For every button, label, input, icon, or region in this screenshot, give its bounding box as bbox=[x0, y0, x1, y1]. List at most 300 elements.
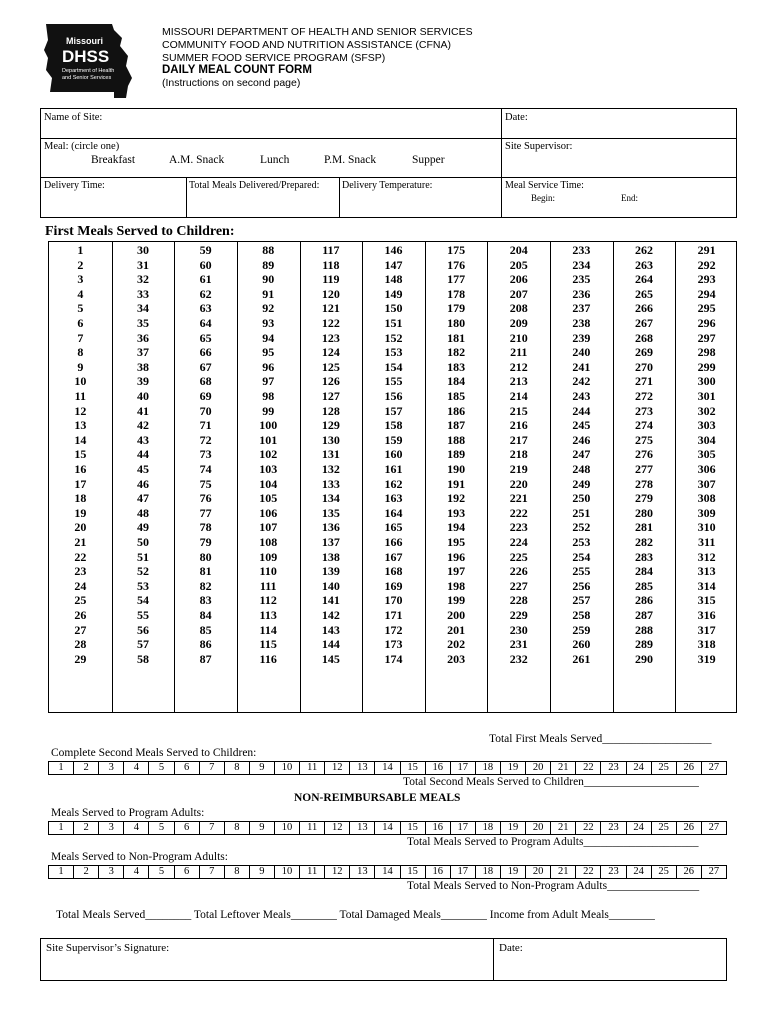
meal-count-number[interactable]: 118 bbox=[322, 257, 340, 272]
meal-count-number[interactable]: 27 bbox=[74, 622, 87, 637]
strip-count-cell[interactable]: 11 bbox=[299, 866, 324, 878]
meal-count-number[interactable]: 35 bbox=[136, 316, 149, 330]
meal-count-number[interactable]: 180 bbox=[447, 316, 466, 330]
meal-count-number[interactable]: 270 bbox=[635, 359, 654, 374]
meal-count-number[interactable]: 237 bbox=[572, 301, 591, 316]
meal-count-number[interactable]: 162 bbox=[384, 476, 403, 491]
meal-count-number[interactable]: 235 bbox=[572, 272, 591, 287]
meal-count-number[interactable]: 302 bbox=[697, 403, 716, 418]
meal-count-number[interactable]: 189 bbox=[447, 447, 466, 462]
meal-count-number[interactable]: 50 bbox=[136, 535, 149, 549]
strip-count-cell[interactable]: 8 bbox=[224, 866, 249, 878]
meal-count-number[interactable]: 139 bbox=[321, 564, 340, 579]
meal-count-number[interactable]: 147 bbox=[384, 257, 403, 272]
meal-count-number[interactable]: 145 bbox=[321, 651, 340, 666]
meal-count-number[interactable]: 294 bbox=[697, 286, 716, 301]
meal-count-number[interactable]: 234 bbox=[572, 257, 591, 272]
meal-count-number[interactable]: 178 bbox=[447, 286, 466, 301]
meal-count-number[interactable]: 82 bbox=[199, 578, 212, 593]
delivery-temperature-field[interactable]: Delivery Temperature: bbox=[342, 180, 433, 191]
meal-count-number[interactable]: 210 bbox=[509, 330, 528, 345]
meal-count-number[interactable]: 114 bbox=[259, 622, 277, 637]
meal-count-number[interactable]: 138 bbox=[321, 549, 340, 564]
meal-count-number[interactable]: 128 bbox=[321, 403, 340, 418]
meal-count-number[interactable]: 292 bbox=[697, 257, 716, 272]
strip-count-cell[interactable]: 18 bbox=[475, 762, 500, 774]
meal-count-number[interactable]: 225 bbox=[509, 549, 528, 564]
meal-count-number[interactable]: 94 bbox=[262, 330, 275, 345]
strip-count-cell[interactable]: 26 bbox=[676, 762, 701, 774]
meal-count-number[interactable]: 141 bbox=[321, 593, 340, 608]
meal-count-number[interactable]: 168 bbox=[384, 564, 403, 579]
meal-count-number[interactable]: 117 bbox=[322, 243, 340, 257]
strip-count-cell[interactable]: 3 bbox=[98, 762, 123, 774]
meal-count-number[interactable]: 273 bbox=[635, 403, 654, 418]
meal-count-number[interactable]: 293 bbox=[697, 272, 716, 287]
meal-count-number[interactable]: 158 bbox=[384, 418, 403, 433]
strip-count-cell[interactable]: 5 bbox=[148, 762, 173, 774]
meal-count-number[interactable]: 84 bbox=[199, 608, 212, 622]
meal-count-number[interactable]: 17 bbox=[74, 476, 87, 491]
meal-count-number[interactable]: 307 bbox=[697, 476, 716, 491]
strip-count-cell[interactable]: 15 bbox=[400, 866, 425, 878]
meal-count-number[interactable]: 224 bbox=[509, 535, 528, 549]
meal-count-number[interactable]: 77 bbox=[199, 505, 212, 520]
strip-count-cell[interactable]: 17 bbox=[450, 866, 475, 878]
meal-count-number[interactable]: 86 bbox=[199, 637, 212, 652]
meal-count-number[interactable]: 254 bbox=[572, 549, 591, 564]
strip-count-cell[interactable]: 3 bbox=[98, 822, 123, 834]
meal-count-number[interactable]: 7 bbox=[77, 330, 84, 345]
meal-count-number[interactable]: 10 bbox=[74, 374, 87, 389]
meal-count-number[interactable]: 31 bbox=[136, 257, 149, 272]
meal-count-number[interactable]: 176 bbox=[447, 257, 466, 272]
meal-count-number[interactable]: 243 bbox=[572, 389, 591, 403]
meal-count-number[interactable]: 5 bbox=[77, 301, 84, 316]
strip-count-cell[interactable]: 4 bbox=[123, 762, 148, 774]
meal-count-number[interactable]: 95 bbox=[262, 345, 275, 360]
strip-count-cell[interactable]: 14 bbox=[374, 822, 399, 834]
strip-count-cell[interactable]: 16 bbox=[425, 866, 450, 878]
meal-count-number[interactable]: 230 bbox=[509, 622, 528, 637]
strip-count-cell[interactable]: 25 bbox=[651, 762, 676, 774]
meal-count-number[interactable]: 4 bbox=[77, 286, 84, 301]
meal-count-number[interactable]: 276 bbox=[635, 447, 654, 462]
meal-count-number[interactable]: 40 bbox=[136, 389, 149, 403]
meal-count-number[interactable]: 253 bbox=[572, 535, 591, 549]
meal-count-number[interactable]: 214 bbox=[509, 389, 528, 403]
meal-option-breakfast[interactable]: Breakfast bbox=[91, 154, 136, 166]
strip-count-cell[interactable]: 4 bbox=[123, 822, 148, 834]
meal-count-number[interactable]: 146 bbox=[384, 243, 403, 257]
strip-count-cell[interactable]: 15 bbox=[400, 822, 425, 834]
meal-count-number[interactable]: 123 bbox=[321, 330, 340, 345]
meal-count-number[interactable]: 28 bbox=[74, 637, 87, 652]
meal-count-number[interactable]: 179 bbox=[447, 301, 466, 316]
meal-count-number[interactable]: 93 bbox=[262, 316, 275, 330]
meal-count-number[interactable]: 24 bbox=[74, 578, 87, 593]
meal-count-number[interactable]: 266 bbox=[635, 301, 654, 316]
total-nonprogram-adults[interactable]: Total Meals Served to Non-Program Adults________________ bbox=[407, 880, 700, 892]
meal-count-number[interactable]: 87 bbox=[199, 651, 212, 666]
meal-count-number[interactable]: 311 bbox=[698, 535, 716, 549]
total-second-meals[interactable]: Total Second Meals Served to Children____________________ bbox=[403, 776, 699, 788]
strip-count-cell[interactable]: 12 bbox=[324, 762, 349, 774]
meal-count-number[interactable]: 37 bbox=[136, 345, 149, 360]
meal-count-number[interactable]: 182 bbox=[447, 345, 466, 360]
meal-count-number[interactable]: 70 bbox=[199, 403, 212, 418]
meal-count-number[interactable]: 282 bbox=[635, 535, 654, 549]
meal-count-number[interactable]: 245 bbox=[572, 418, 591, 433]
meal-count-number[interactable]: 6 bbox=[77, 316, 84, 330]
meal-count-number[interactable]: 115 bbox=[259, 637, 277, 652]
meal-count-number[interactable]: 260 bbox=[572, 637, 591, 652]
meal-option-supper[interactable]: Supper bbox=[412, 154, 445, 166]
meal-count-number[interactable]: 104 bbox=[259, 476, 278, 491]
meal-count-number[interactable]: 305 bbox=[697, 447, 716, 462]
strip-count-cell[interactable]: 23 bbox=[600, 822, 625, 834]
strip-count-cell[interactable]: 11 bbox=[299, 762, 324, 774]
meal-count-number[interactable]: 102 bbox=[259, 447, 278, 462]
meal-count-number[interactable]: 174 bbox=[384, 651, 403, 666]
meal-count-number[interactable]: 154 bbox=[384, 359, 403, 374]
meal-count-number[interactable]: 83 bbox=[199, 593, 212, 608]
strip-count-cell[interactable]: 22 bbox=[575, 866, 600, 878]
meal-count-number[interactable]: 203 bbox=[447, 651, 466, 666]
meal-count-number[interactable]: 49 bbox=[136, 520, 149, 535]
meal-count-number[interactable]: 21 bbox=[74, 535, 87, 549]
meal-count-number[interactable]: 152 bbox=[384, 330, 403, 345]
meal-count-number[interactable]: 200 bbox=[447, 608, 466, 622]
meal-count-number[interactable]: 142 bbox=[321, 608, 340, 622]
meal-count-number[interactable]: 252 bbox=[572, 520, 591, 535]
meal-count-number[interactable]: 62 bbox=[199, 286, 212, 301]
meal-count-number[interactable]: 136 bbox=[321, 520, 340, 535]
meal-count-number[interactable]: 216 bbox=[509, 418, 528, 433]
meal-count-number[interactable]: 68 bbox=[199, 374, 212, 389]
meal-count-number[interactable]: 12 bbox=[74, 403, 87, 418]
meal-count-number[interactable]: 209 bbox=[509, 316, 528, 330]
meal-count-number[interactable]: 193 bbox=[447, 505, 466, 520]
meal-count-number[interactable]: 239 bbox=[572, 330, 591, 345]
strip-count-cell[interactable]: 1 bbox=[58, 762, 64, 773]
meal-count-number[interactable]: 88 bbox=[262, 243, 275, 257]
strip-count-cell[interactable]: 13 bbox=[349, 762, 374, 774]
meal-count-number[interactable]: 30 bbox=[136, 243, 149, 257]
meal-count-number[interactable]: 201 bbox=[447, 622, 466, 637]
meal-count-number[interactable]: 129 bbox=[321, 418, 340, 433]
meal-count-number[interactable]: 296 bbox=[697, 316, 716, 330]
meal-count-number[interactable]: 314 bbox=[697, 578, 716, 593]
meal-count-number[interactable]: 120 bbox=[321, 286, 340, 301]
meal-count-number[interactable]: 163 bbox=[384, 491, 403, 506]
meal-count-number[interactable]: 263 bbox=[635, 257, 654, 272]
strip-count-cell[interactable]: 23 bbox=[600, 762, 625, 774]
strip-count-cell[interactable]: 23 bbox=[600, 866, 625, 878]
strip-count-cell[interactable]: 7 bbox=[199, 762, 224, 774]
meal-count-number[interactable]: 9 bbox=[77, 359, 84, 374]
meal-count-number[interactable]: 285 bbox=[635, 578, 654, 593]
strip-count-cell[interactable]: 18 bbox=[475, 866, 500, 878]
strip-count-cell[interactable]: 15 bbox=[400, 762, 425, 774]
meal-count-number[interactable]: 156 bbox=[384, 389, 403, 403]
meal-count-number[interactable]: 125 bbox=[321, 359, 340, 374]
meal-count-number[interactable]: 171 bbox=[384, 608, 403, 622]
strip-count-cell[interactable]: 2 bbox=[73, 822, 98, 834]
meal-count-number[interactable]: 173 bbox=[384, 637, 403, 652]
meal-count-number[interactable]: 157 bbox=[384, 403, 403, 418]
meal-count-number[interactable]: 71 bbox=[199, 418, 212, 433]
date-field[interactable]: Date: bbox=[505, 112, 528, 123]
meal-count-number[interactable]: 75 bbox=[199, 476, 212, 491]
meal-count-number[interactable]: 257 bbox=[572, 593, 591, 608]
meal-count-number[interactable]: 221 bbox=[509, 491, 528, 506]
meal-count-number[interactable]: 290 bbox=[635, 651, 654, 666]
meal-count-number[interactable]: 66 bbox=[199, 345, 212, 360]
meal-count-number[interactable]: 90 bbox=[262, 272, 275, 287]
meal-count-number[interactable]: 56 bbox=[136, 622, 149, 637]
meal-count-number[interactable]: 111 bbox=[259, 578, 277, 593]
meal-count-number[interactable]: 116 bbox=[259, 651, 277, 666]
meal-count-number[interactable]: 47 bbox=[136, 491, 149, 506]
meal-count-number[interactable]: 177 bbox=[447, 272, 466, 287]
meal-count-number[interactable]: 133 bbox=[321, 476, 340, 491]
strip-count-cell[interactable]: 13 bbox=[349, 822, 374, 834]
site-supervisor-signature-field[interactable]: Site Supervisor’s Signature: bbox=[46, 942, 170, 954]
strip-count-cell[interactable]: 6 bbox=[174, 822, 199, 834]
meal-count-number[interactable]: 38 bbox=[136, 359, 149, 374]
meal-count-number[interactable]: 217 bbox=[509, 432, 528, 447]
meal-count-number[interactable]: 220 bbox=[509, 476, 528, 491]
strip-count-cell[interactable]: 17 bbox=[450, 822, 475, 834]
meal-count-number[interactable]: 197 bbox=[447, 564, 466, 579]
meal-count-number[interactable]: 211 bbox=[510, 345, 528, 360]
meal-count-number[interactable]: 304 bbox=[697, 432, 716, 447]
meal-count-number[interactable]: 100 bbox=[259, 418, 278, 433]
strip-count-cell[interactable]: 20 bbox=[525, 762, 550, 774]
strip-count-cell[interactable]: 26 bbox=[676, 822, 701, 834]
meal-count-number[interactable]: 301 bbox=[697, 389, 716, 403]
meal-count-number[interactable]: 96 bbox=[262, 359, 275, 374]
meal-count-number[interactable]: 206 bbox=[509, 272, 528, 287]
meal-count-number[interactable]: 143 bbox=[321, 622, 340, 637]
meal-option-lunch[interactable]: Lunch bbox=[260, 154, 290, 166]
meal-count-number[interactable]: 274 bbox=[635, 418, 654, 433]
strip-count-cell[interactable]: 20 bbox=[525, 822, 550, 834]
strip-count-cell[interactable]: 6 bbox=[174, 762, 199, 774]
strip-count-cell[interactable]: 2 bbox=[73, 866, 98, 878]
meal-count-number[interactable]: 155 bbox=[384, 374, 403, 389]
meal-count-number[interactable]: 295 bbox=[697, 301, 716, 316]
meal-count-number[interactable]: 300 bbox=[697, 374, 716, 389]
meal-count-number[interactable]: 284 bbox=[635, 564, 654, 579]
meal-count-number[interactable]: 36 bbox=[136, 330, 149, 345]
meal-count-number[interactable]: 283 bbox=[635, 549, 654, 564]
meal-count-number[interactable]: 229 bbox=[509, 608, 528, 622]
meal-count-number[interactable]: 169 bbox=[384, 578, 403, 593]
meal-count-number[interactable]: 297 bbox=[697, 330, 716, 345]
meal-count-number[interactable]: 65 bbox=[199, 330, 212, 345]
meal-count-number[interactable]: 13 bbox=[74, 418, 87, 433]
meal-count-number[interactable]: 89 bbox=[262, 257, 275, 272]
meal-count-number[interactable]: 181 bbox=[447, 330, 466, 345]
meal-count-number[interactable]: 20 bbox=[74, 520, 87, 535]
meal-count-number[interactable]: 313 bbox=[697, 564, 716, 579]
meal-count-number[interactable]: 108 bbox=[259, 535, 278, 549]
meal-count-number[interactable]: 59 bbox=[199, 243, 212, 257]
meal-count-number[interactable]: 33 bbox=[136, 286, 149, 301]
meal-count-number[interactable]: 258 bbox=[572, 608, 591, 622]
meal-count-number[interactable]: 160 bbox=[384, 447, 403, 462]
strip-count-cell[interactable]: 7 bbox=[199, 866, 224, 878]
strip-count-cell[interactable]: 21 bbox=[550, 762, 575, 774]
meal-count-number[interactable]: 140 bbox=[321, 578, 340, 593]
meal-count-number[interactable]: 81 bbox=[199, 564, 212, 579]
meal-count-number[interactable]: 198 bbox=[447, 578, 466, 593]
meal-count-number[interactable]: 144 bbox=[321, 637, 340, 652]
meal-count-number[interactable]: 85 bbox=[199, 622, 212, 637]
meal-count-number[interactable]: 241 bbox=[572, 359, 591, 374]
meal-count-number[interactable]: 131 bbox=[321, 447, 340, 462]
meal-count-number[interactable]: 250 bbox=[572, 491, 591, 506]
meal-count-number[interactable]: 23 bbox=[74, 564, 87, 579]
strip-count-cell[interactable]: 26 bbox=[676, 866, 701, 878]
meal-count-number[interactable]: 228 bbox=[509, 593, 528, 608]
meal-count-number[interactable]: 34 bbox=[136, 301, 149, 316]
meal-count-number[interactable]: 167 bbox=[384, 549, 403, 564]
meal-count-number[interactable]: 278 bbox=[635, 476, 654, 491]
meal-count-number[interactable]: 289 bbox=[635, 637, 654, 652]
meal-count-number[interactable]: 249 bbox=[572, 476, 591, 491]
meal-count-number[interactable]: 231 bbox=[509, 637, 528, 652]
meal-count-number[interactable]: 69 bbox=[199, 389, 212, 403]
signature-date-field[interactable]: Date: bbox=[499, 942, 523, 954]
meal-count-number[interactable]: 25 bbox=[74, 593, 87, 608]
strip-count-cell[interactable]: 24 bbox=[626, 762, 651, 774]
meal-count-number[interactable]: 57 bbox=[136, 637, 149, 652]
meal-count-number[interactable]: 78 bbox=[199, 520, 212, 535]
meal-count-number[interactable]: 107 bbox=[259, 520, 278, 535]
meal-count-number[interactable]: 124 bbox=[321, 345, 340, 360]
strip-count-cell[interactable]: 12 bbox=[324, 866, 349, 878]
meal-count-number[interactable]: 194 bbox=[447, 520, 466, 535]
meal-count-number[interactable]: 308 bbox=[697, 491, 716, 506]
meal-count-number[interactable]: 218 bbox=[509, 447, 528, 462]
strip-count-cell[interactable]: 19 bbox=[500, 762, 525, 774]
meal-count-number[interactable]: 208 bbox=[509, 301, 528, 316]
meal-count-number[interactable]: 8 bbox=[77, 345, 84, 360]
meal-count-number[interactable]: 232 bbox=[509, 651, 528, 666]
meal-count-number[interactable]: 134 bbox=[321, 491, 340, 506]
meal-count-number[interactable]: 255 bbox=[572, 564, 591, 579]
meal-count-number[interactable]: 275 bbox=[635, 432, 654, 447]
strip-count-cell[interactable]: 25 bbox=[651, 866, 676, 878]
meal-count-number[interactable]: 170 bbox=[384, 593, 403, 608]
meal-count-number[interactable]: 315 bbox=[697, 593, 716, 608]
meal-count-number[interactable]: 14 bbox=[74, 432, 87, 447]
meal-count-number[interactable]: 184 bbox=[447, 374, 466, 389]
meal-count-number[interactable]: 161 bbox=[384, 462, 403, 476]
strip-count-cell[interactable]: 22 bbox=[575, 822, 600, 834]
total-first-meals[interactable]: Total First Meals Served___________________ bbox=[489, 733, 712, 745]
meal-count-number[interactable]: 227 bbox=[509, 578, 528, 593]
meal-count-number[interactable]: 64 bbox=[199, 316, 212, 330]
meal-count-number[interactable]: 248 bbox=[572, 462, 591, 476]
strip-count-cell[interactable]: 13 bbox=[349, 866, 374, 878]
meal-count-number[interactable]: 112 bbox=[259, 593, 277, 608]
meal-count-number[interactable]: 259 bbox=[572, 622, 591, 637]
strip-count-cell[interactable]: 17 bbox=[450, 762, 475, 774]
strip-count-cell[interactable]: 21 bbox=[550, 822, 575, 834]
strip-count-cell[interactable]: 22 bbox=[575, 762, 600, 774]
meal-count-number[interactable]: 16 bbox=[74, 462, 87, 476]
meal-count-number[interactable]: 67 bbox=[199, 359, 212, 374]
meal-count-number[interactable]: 246 bbox=[572, 432, 591, 447]
meal-count-number[interactable]: 44 bbox=[136, 447, 149, 462]
meal-count-number[interactable]: 183 bbox=[447, 359, 466, 374]
meal-count-number[interactable]: 45 bbox=[136, 462, 149, 476]
meal-count-number[interactable]: 43 bbox=[136, 432, 149, 447]
meal-count-number[interactable]: 247 bbox=[572, 447, 591, 462]
meal-count-number[interactable]: 41 bbox=[136, 403, 149, 418]
meal-count-number[interactable]: 236 bbox=[572, 286, 591, 301]
strip-count-cell[interactable]: 14 bbox=[374, 866, 399, 878]
meal-count-number[interactable]: 256 bbox=[572, 578, 591, 593]
meal-count-number[interactable]: 101 bbox=[259, 432, 278, 447]
site-supervisor-field[interactable]: Site Supervisor: bbox=[505, 141, 573, 152]
meal-count-number[interactable]: 190 bbox=[447, 462, 466, 476]
meal-count-number[interactable]: 63 bbox=[199, 301, 212, 316]
meal-count-number[interactable]: 213 bbox=[509, 374, 528, 389]
meal-count-number[interactable]: 137 bbox=[321, 535, 340, 549]
meal-count-number[interactable]: 164 bbox=[384, 505, 403, 520]
meal-count-number[interactable]: 238 bbox=[572, 316, 591, 330]
meal-count-number[interactable]: 187 bbox=[447, 418, 466, 433]
meal-count-number[interactable]: 11 bbox=[74, 389, 86, 403]
meal-count-number[interactable]: 280 bbox=[635, 505, 654, 520]
meal-count-number[interactable]: 317 bbox=[697, 622, 716, 637]
meal-count-number[interactable]: 312 bbox=[697, 549, 716, 564]
meal-count-number[interactable]: 223 bbox=[509, 520, 528, 535]
meal-count-number[interactable]: 219 bbox=[509, 462, 528, 476]
meal-count-number[interactable]: 1 bbox=[77, 243, 84, 257]
meal-count-number[interactable]: 22 bbox=[74, 549, 87, 564]
meal-count-number[interactable]: 105 bbox=[259, 491, 278, 506]
strip-count-cell[interactable]: 10 bbox=[274, 822, 299, 834]
meal-count-number[interactable]: 72 bbox=[199, 432, 212, 447]
meal-count-number[interactable]: 240 bbox=[572, 345, 591, 360]
meal-count-number[interactable]: 159 bbox=[384, 432, 403, 447]
meal-count-number[interactable]: 310 bbox=[697, 520, 716, 535]
meal-count-number[interactable]: 192 bbox=[447, 491, 466, 506]
meal-count-number[interactable]: 233 bbox=[572, 243, 591, 257]
strip-count-cell[interactable]: 25 bbox=[651, 822, 676, 834]
total-program-adults[interactable]: Total Meals Served to Program Adults____________________ bbox=[407, 836, 699, 848]
meal-count-number[interactable]: 175 bbox=[447, 243, 466, 257]
strip-count-cell[interactable]: 2 bbox=[73, 762, 98, 774]
strip-count-cell[interactable]: 9 bbox=[249, 762, 274, 774]
meal-count-number[interactable]: 265 bbox=[635, 286, 654, 301]
meal-count-number[interactable]: 185 bbox=[447, 389, 466, 403]
meal-count-number[interactable]: 303 bbox=[697, 418, 716, 433]
meal-count-number[interactable]: 287 bbox=[635, 608, 654, 622]
meal-count-number[interactable]: 3 bbox=[77, 272, 84, 287]
meal-count-number[interactable]: 130 bbox=[321, 432, 340, 447]
strip-count-cell[interactable]: 5 bbox=[148, 866, 173, 878]
meal-count-number[interactable]: 55 bbox=[136, 608, 149, 622]
strip-count-cell[interactable]: 10 bbox=[274, 762, 299, 774]
meal-count-number[interactable]: 215 bbox=[509, 403, 528, 418]
